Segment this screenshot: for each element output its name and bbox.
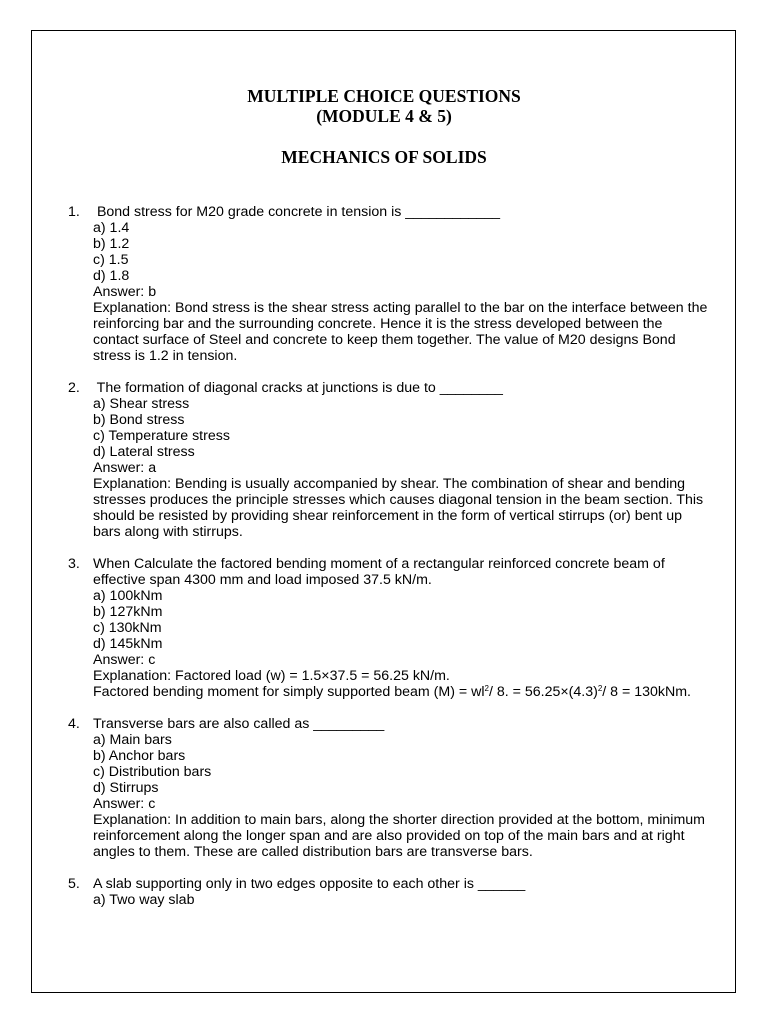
- option-c: c) Distribution bars: [93, 764, 212, 780]
- question-number: 2.: [68, 380, 80, 396]
- question-stem: The formation of diagonal cracks at junctions is due to ________: [93, 380, 503, 396]
- option-b: b) 1.2: [93, 236, 130, 252]
- answer: Answer: c: [93, 796, 156, 812]
- question-3: [0, 556, 768, 700]
- option-a: a) 100kNm: [93, 588, 163, 604]
- question-number: 5.: [68, 876, 80, 892]
- option-d: d) Lateral stress: [93, 444, 195, 460]
- explanation: Explanation: Bond stress is the shear stress acting parallel to the bar on the interface between the reinforcing bar and the surrounding concrete. Hence it is the stress developed between the contact surface of Steel and concrete to keep them together. The value of M20 designs Bond stress is 1.2 in tension.: [93, 300, 708, 364]
- question-4: [0, 716, 768, 860]
- question-number: 4.: [68, 716, 80, 732]
- module-label: (MODULE 4 & 5): [316, 106, 452, 126]
- option-a: a) Two way slab: [93, 892, 195, 908]
- document-title: MULTIPLE CHOICE QUESTIONS: [247, 86, 521, 106]
- option-c: c) Temperature stress: [93, 428, 230, 444]
- question-list: [0, 204, 768, 924]
- option-b: b) Anchor bars: [93, 748, 186, 764]
- question-stem: When Calculate the factored bending moment of a rectangular reinforced concrete beam of effective span 4300 mm and load imposed 37.5 kN/m.: [93, 556, 665, 588]
- question-1: [0, 204, 768, 364]
- option-a: a) Main bars: [93, 732, 172, 748]
- question-number: 3.: [68, 556, 80, 572]
- explanation: Explanation: Factored load (w) = 1.5×37.5 = 56.25 kN/m.: [93, 668, 450, 684]
- question-stem: Transverse bars are also called as _________: [93, 716, 385, 732]
- answer: Answer: c: [93, 652, 156, 668]
- explanation-formula: [93, 684, 708, 700]
- question-2: [0, 380, 768, 540]
- question-stem: A slab supporting only in two edges opposite to each other is ______: [93, 876, 526, 892]
- superscript-2: 2: [484, 684, 489, 693]
- question-stem: Bond stress for M20 grade concrete in tension is ____________: [93, 204, 500, 220]
- option-c: c) 130kNm: [93, 620, 162, 636]
- option-a: a) 1.4: [93, 220, 130, 236]
- option-d: d) Stirrups: [93, 780, 159, 796]
- option-b: b) Bond stress: [93, 412, 185, 428]
- option-b: b) 127kNm: [93, 604, 163, 620]
- option-d: d) 145kNm: [93, 636, 163, 652]
- explanation: Explanation: In addition to main bars, along the shorter direction provided at the bottom, minimum reinforcement along the longer span and are also provided on top of the main bars and at right angles to them. These are called distribution bars are transverse bars.: [93, 812, 705, 860]
- option-d: d) 1.8: [93, 268, 130, 284]
- superscript-2: 2: [597, 684, 603, 693]
- option-c: c) 1.5: [93, 252, 129, 268]
- formula-part-3: / 8 = 130kNm.: [602, 684, 691, 700]
- option-a: a) Shear stress: [93, 396, 190, 412]
- formula-part-2: / 8. = 56.25×(4.3): [488, 684, 598, 700]
- question-5: [0, 876, 768, 908]
- question-number: 1.: [68, 204, 80, 220]
- answer: Answer: b: [93, 284, 157, 300]
- formula-part-1: Factored bending moment for simply supported beam (M) = wl: [93, 684, 485, 700]
- subject-title: MECHANICS OF SOLIDS: [281, 147, 487, 167]
- explanation: Explanation: Bending is usually accompanied by shear. The combination of shear and bending stresses produces the principle stresses which causes diagonal tension in the beam section. This should be resisted by providing shear reinforcement in the form of vertical stirrups (or) bent up bars along with stirrups.: [93, 476, 704, 540]
- answer: Answer: a: [93, 460, 157, 476]
